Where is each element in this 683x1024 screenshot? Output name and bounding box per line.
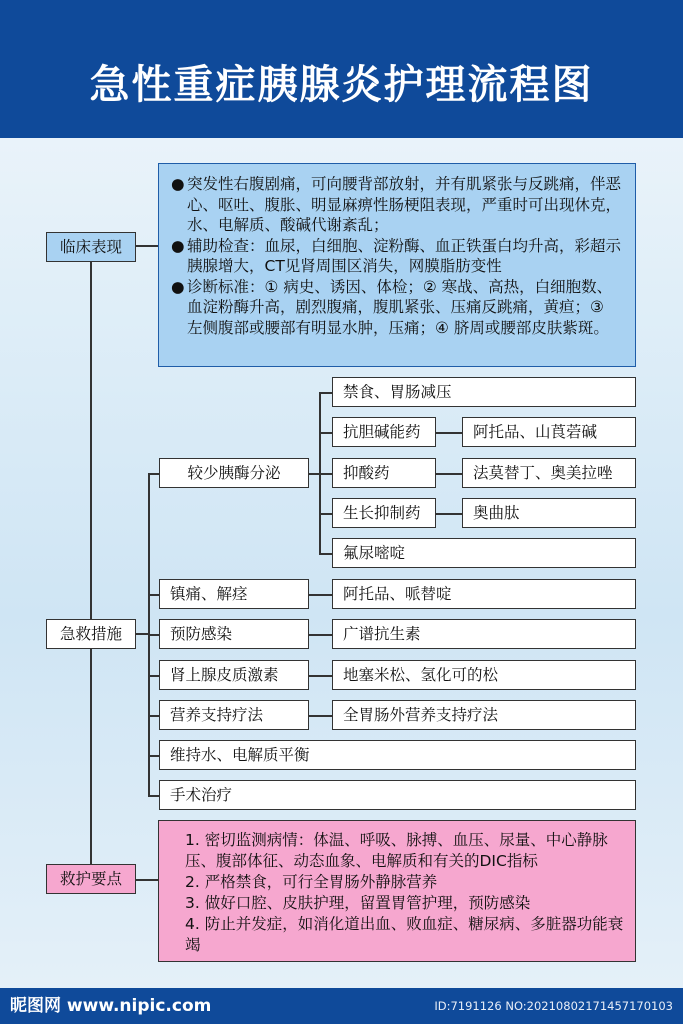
surgery-box: 手术治疗 — [159, 780, 636, 810]
enzyme-reduction-box: 较少胰酶分泌 — [159, 458, 309, 488]
connector-steroid-drugs — [309, 675, 332, 677]
image-id-text: ID:7191126 NO:20210802171457170103 — [434, 999, 673, 1013]
somatostatin-box: 生长抑制药 — [332, 498, 436, 528]
connector-analgesia-drugs — [309, 594, 332, 596]
bullet-icon: ● — [171, 277, 185, 296]
care-item — [169, 830, 625, 872]
connector-fluorouracil — [319, 553, 332, 555]
steroid-drugs-box: 地塞米松、氢化可的松 — [332, 660, 636, 690]
care-label: 救护要点 — [46, 864, 136, 894]
page-title: 急性重症胰腺炎护理流程图 — [89, 62, 594, 108]
bullet-icon: ● — [171, 236, 185, 255]
care-item-text: 4. 防止并发症，如消化道出血、败血症、糖尿病、多脏器功能衰竭 — [185, 915, 624, 954]
infection-drugs-box: 广谱抗生素 — [332, 619, 636, 649]
care-details-box — [158, 820, 636, 962]
connector-antacid-drugs — [436, 473, 462, 475]
clinical-label: 临床表现 — [46, 232, 136, 262]
clinical-item-text: 诊断标准：① 病史、诱因、体检；② 寒战、高热，白细胞数、血淀粉酶升高，剧烈腹痛，腹肌紧张、压痛反跳痛，黄疸；③ 左侧腹部或腰部有明显水肿，压痛；④ 脐周或腰部皮肤紫斑。 — [187, 277, 613, 337]
care-item-text: 1. 密切监测病情：体温、呼吸、脉搏、血压、尿量、中心静脉压、腹部体征、动态血象、电解质和有关的DIC指标 — [185, 831, 608, 870]
connector-infection-drugs — [309, 634, 332, 636]
anticholinergic-box: 抗胆碱能药 — [332, 417, 436, 447]
connector-nutrition-drugs — [309, 715, 332, 717]
connector-anticholinergic — [319, 432, 332, 434]
header-banner — [0, 0, 683, 138]
fluid-balance-box: 维持水、电解质平衡 — [159, 740, 636, 770]
care-item — [169, 872, 625, 893]
fasting-box: 禁食、胃肠减压 — [332, 377, 636, 407]
connector-clinical — [136, 245, 158, 247]
clinical-item — [171, 174, 623, 236]
enzyme-out-line — [309, 473, 319, 475]
care-item — [169, 893, 625, 914]
care-item-text: 2. 严格禁食，可行全胃肠外静脉营养 — [185, 873, 438, 891]
clinical-item-text: 辅助检查：血尿，白细胞、淀粉酶、血正铁蛋白均升高，彩超示胰腺增大，CT见肾周围区消失，网膜脂肪变性 — [187, 236, 622, 275]
nipic-logo: 昵图网 www.nipic.com — [10, 996, 212, 1016]
connector-enzyme — [148, 473, 159, 475]
fluorouracil-box: 氟尿嘧啶 — [332, 538, 636, 568]
nutrition-drugs-box: 全胃肠外营养支持疗法 — [332, 700, 636, 730]
care-item-text: 3. 做好口腔、皮肤护理，留置胃管护理，预防感染 — [185, 894, 531, 912]
clinical-item — [171, 236, 623, 277]
connector-fluid — [148, 755, 159, 757]
emergency-label: 急救措施 — [46, 619, 136, 649]
clinical-details-box — [158, 163, 636, 367]
care-item — [169, 914, 625, 956]
antacid-drugs-box: 法莫替丁、奥美拉唑 — [462, 458, 636, 488]
main-trunk-line — [90, 262, 92, 866]
nutrition-box: 营养支持疗法 — [159, 700, 309, 730]
connector-somatostatin-drugs — [436, 513, 462, 515]
connector-somatostatin — [319, 513, 332, 515]
footer-bar — [0, 988, 683, 1024]
connector-analgesia — [148, 594, 159, 596]
connector-anticholinergic-drugs — [436, 432, 462, 434]
connector-antacid — [319, 473, 332, 475]
connector-fasting — [319, 392, 332, 394]
clinical-item — [171, 277, 623, 339]
anticholinergic-drugs-box: 阿托品、山莨菪碱 — [462, 417, 636, 447]
analgesia-drugs-box: 阿托品、哌替啶 — [332, 579, 636, 609]
antacid-box: 抑酸药 — [332, 458, 436, 488]
analgesia-box: 镇痛、解痉 — [159, 579, 309, 609]
connector-care — [136, 879, 158, 881]
connector-emergency — [136, 633, 148, 635]
connector-steroid — [148, 675, 159, 677]
clinical-item-text: 突发性右腹剧痛，可向腰背部放射，并有肌紧张与反跳痛，伴恶心、呕吐、腹胀、明显麻痹性肠梗阻表现，严重时可出现休克，水、电解质、酸碱代谢紊乱； — [187, 175, 622, 234]
infection-box: 预防感染 — [159, 619, 309, 649]
bullet-icon: ● — [171, 175, 185, 193]
connector-infection — [148, 634, 159, 636]
steroid-box: 肾上腺皮质激素 — [159, 660, 309, 690]
connector-surgery — [148, 795, 159, 797]
somatostatin-drugs-box: 奥曲肽 — [462, 498, 636, 528]
connector-nutrition — [148, 715, 159, 717]
